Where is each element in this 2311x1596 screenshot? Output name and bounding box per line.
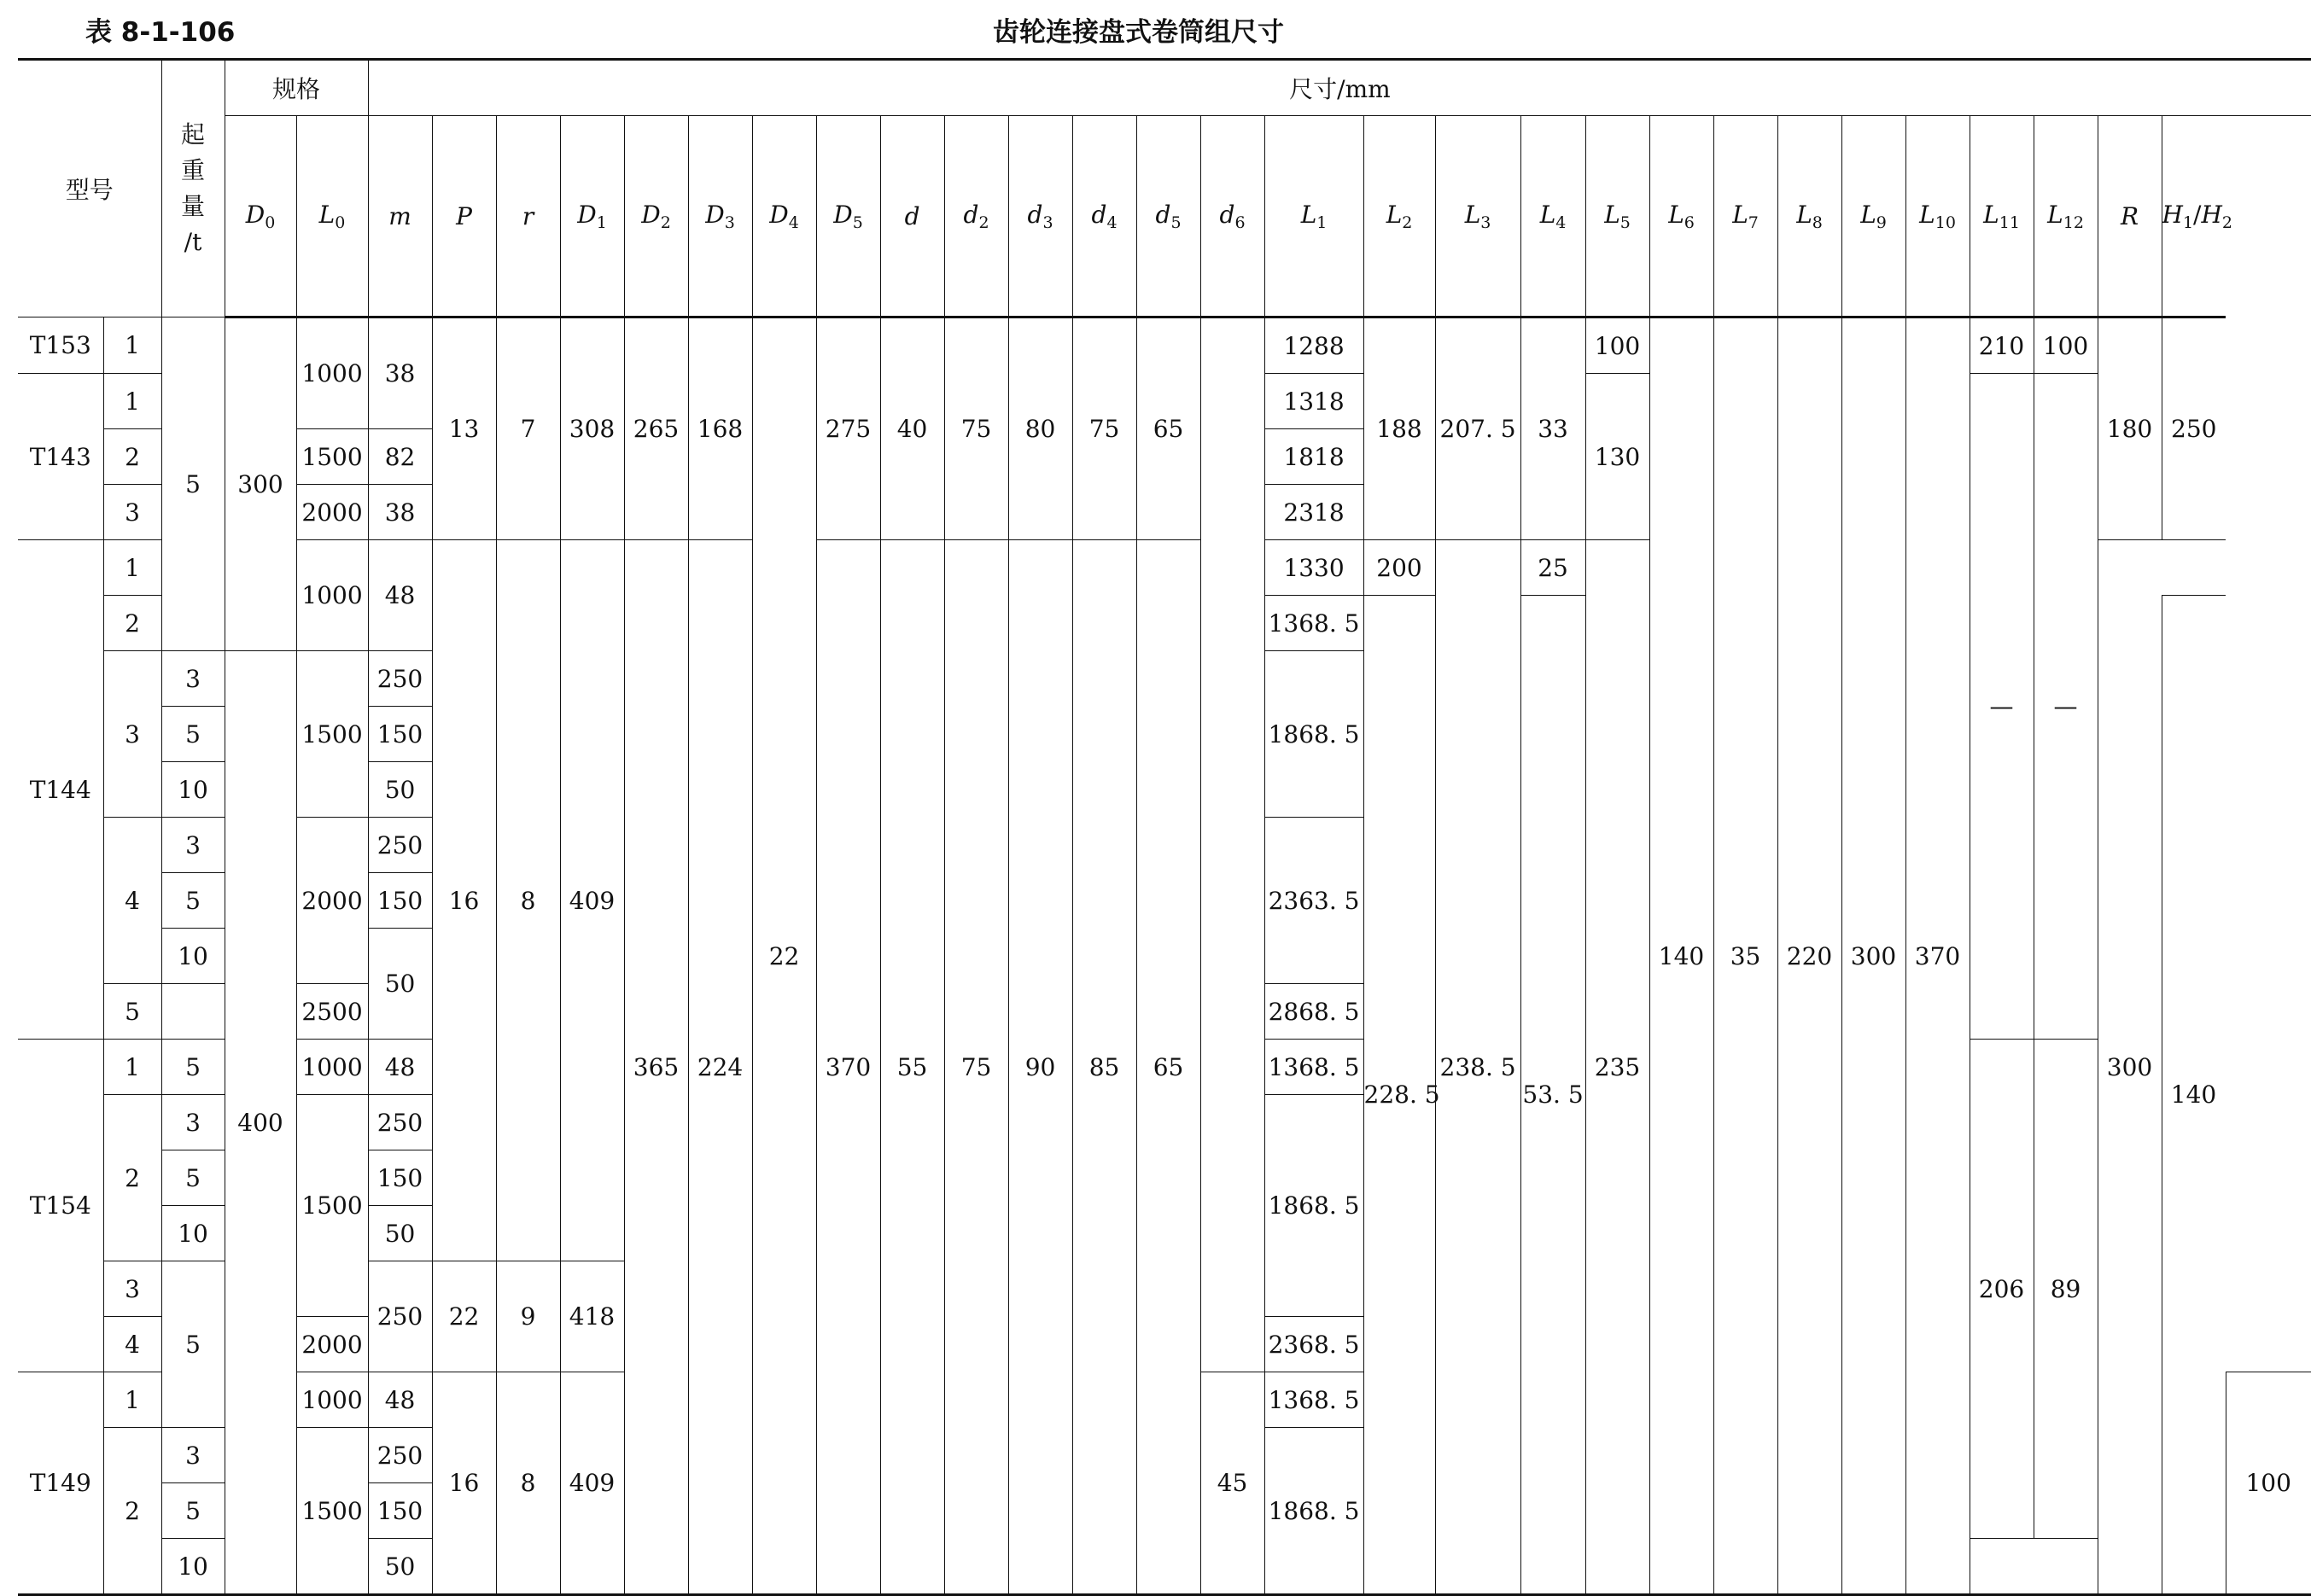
cell-P: 16 <box>432 540 496 1261</box>
col-D5: $D_5$ <box>816 116 880 317</box>
cell-L1: 2363. 5 <box>1264 818 1363 984</box>
cell-m: 48 <box>368 1040 432 1095</box>
cell-L0: 2000 <box>296 1317 368 1372</box>
cell-L8: 220 <box>1777 317 1841 1595</box>
cell-d5: 65 <box>1136 317 1200 540</box>
cell-d3: 80 <box>1008 317 1072 540</box>
cell-m: 50 <box>368 929 432 1040</box>
cell-d2: 75 <box>944 540 1008 1595</box>
cell-L0: 2000 <box>296 818 368 984</box>
cell-d2: 75 <box>944 317 1008 540</box>
col-L1: $L_1$ <box>1264 116 1363 317</box>
cell-m: 38 <box>368 317 432 429</box>
cell-D5: 275 <box>816 317 880 540</box>
cell-m: 82 <box>368 429 432 485</box>
table-title: 齿轮连接盘式卷筒组尺寸 <box>993 17 1284 48</box>
cell-subsub: 3 <box>161 651 225 707</box>
col-d6: $d_6$ <box>1200 116 1264 317</box>
col-dims-group: 尺寸/mm <box>368 60 2311 116</box>
cell-sub: 1 <box>103 317 161 374</box>
cell-L11: 100 <box>2226 1372 2311 1595</box>
cell-L0: 1000 <box>296 1040 368 1095</box>
cell-m: 250 <box>368 1261 432 1372</box>
cell-L2: 188 <box>1363 317 1435 540</box>
cell-sub: 4 <box>103 818 161 984</box>
cell-L2: 200 <box>1363 540 1435 596</box>
cell-m: 50 <box>368 1539 432 1595</box>
col-d: d <box>880 116 944 317</box>
col-model: 型号 <box>18 60 161 317</box>
cell-L0: 1500 <box>296 1428 368 1595</box>
cell-D1: 418 <box>560 1261 624 1372</box>
cell-H: 250 <box>2162 317 2226 540</box>
cell-L4: 25 <box>1520 540 1585 596</box>
cell-D3: 168 <box>688 317 752 540</box>
col-R: R <box>2098 116 2162 317</box>
cell-subsub: 3 <box>161 1095 225 1150</box>
cell-L9: 300 <box>1841 317 1905 1595</box>
cell-sub: 3 <box>103 651 161 818</box>
col-L11: $L_{11}$ <box>1970 116 2034 317</box>
cell-L4: 33 <box>1520 317 1585 540</box>
cell-L0: 2000 <box>296 485 368 540</box>
cell-d: 55 <box>880 540 944 1595</box>
cell-L1: 1368. 5 <box>1264 596 1363 651</box>
cell-L1: 1288 <box>1264 317 1363 374</box>
col-P: P <box>432 116 496 317</box>
col-L6: $L_6$ <box>1649 116 1713 317</box>
cell-d3: 90 <box>1008 540 1072 1595</box>
col-L10: $L_{10}$ <box>1905 116 1970 317</box>
col-L9: $L_9$ <box>1841 116 1905 317</box>
cell-m: 250 <box>368 1095 432 1150</box>
table-row <box>18 317 2311 374</box>
cell-d4: 85 <box>1072 540 1136 1595</box>
load-char-2: 重 <box>181 156 206 184</box>
col-d2: $d_2$ <box>944 116 1008 317</box>
cell-R: 235 <box>1585 540 1649 1595</box>
cell-model: T149 <box>18 1372 103 1595</box>
cell-model: T144 <box>18 540 103 1040</box>
col-L8: $L_8$ <box>1777 116 1841 317</box>
cell-L11: 210 <box>1970 317 2034 374</box>
cell-L12: 89 <box>2034 1040 2098 1539</box>
col-L5: $L_5$ <box>1585 116 1649 317</box>
cell-m: 150 <box>368 1150 432 1206</box>
cell-L0: 1000 <box>296 1372 368 1428</box>
cell-D0: 400 <box>225 651 296 1595</box>
cell-r: 8 <box>496 540 560 1261</box>
table-number: 表 8-1-106 <box>85 17 236 48</box>
cell-d5: 65 <box>1136 540 1200 1595</box>
load-unit: /t <box>184 228 202 256</box>
cell-D2: 265 <box>624 317 688 540</box>
cell-r: 8 <box>496 1372 560 1595</box>
cell-subsub: 3 <box>161 818 225 873</box>
cell-P: 16 <box>432 1372 496 1595</box>
col-spec-group: 规格 <box>225 60 368 116</box>
cell-L1: 2318 <box>1264 485 1363 540</box>
cell-d: 40 <box>880 317 944 540</box>
col-d3: $d_3$ <box>1008 116 1072 317</box>
cell-subsub: 5 <box>161 707 225 762</box>
cell-sub: 2 <box>103 1095 161 1261</box>
cell-model: T154 <box>18 1040 103 1372</box>
cell-subsub: 5 <box>161 1483 225 1539</box>
cell-m: 250 <box>368 1428 432 1483</box>
cell-L1: 2868. 5 <box>1264 984 1363 1040</box>
cell-load: 5 <box>161 317 225 651</box>
cell-subsub: 5 <box>161 1150 225 1206</box>
cell-L5: 130 <box>1585 374 1649 540</box>
cell-model: T143 <box>18 374 103 540</box>
cell-L1: 1868. 5 <box>1264 1095 1363 1317</box>
col-load <box>161 60 225 317</box>
col-D1: $D_1$ <box>560 116 624 317</box>
cell-model: T153 <box>18 317 103 374</box>
col-L3: $L_3$ <box>1435 116 1520 317</box>
col-L7: $L_7$ <box>1713 116 1777 317</box>
cell-L1: 1368. 5 <box>1264 1040 1363 1095</box>
cell-D0: 300 <box>225 317 296 651</box>
dimension-table <box>18 58 2311 1596</box>
cell-L1: 1868. 5 <box>1264 1428 1363 1595</box>
cell-sub: 1 <box>103 1040 161 1095</box>
cell-L1: 1330 <box>1264 540 1363 596</box>
cell-L1: 1318 <box>1264 374 1363 429</box>
cell-m: 38 <box>368 485 432 540</box>
cell-L1: 1818 <box>1264 429 1363 485</box>
cell-subsub: 5 <box>161 873 225 929</box>
cell-sub: 1 <box>103 540 161 596</box>
cell-H: 300 <box>2098 540 2162 1595</box>
col-d5: $d_5$ <box>1136 116 1200 317</box>
cell-sub: 5 <box>103 984 161 1040</box>
cell-subsub: 10 <box>161 1206 225 1261</box>
cell-D2: 365 <box>624 540 688 1595</box>
col-L0: $L_0$ <box>296 116 368 317</box>
cell-subsub: 3 <box>161 1428 225 1483</box>
cell-m: 250 <box>368 818 432 873</box>
col-L2: $L_2$ <box>1363 116 1435 317</box>
cell-L2: 228. 5 <box>1363 596 1435 1595</box>
cell-L1: 1868. 5 <box>1264 651 1363 818</box>
cell-P: 22 <box>432 1261 496 1372</box>
cell-subsub: 10 <box>161 762 225 818</box>
cell-subsub: 5 <box>161 1040 225 1095</box>
cell-m: 48 <box>368 540 432 651</box>
cell-L0: 1000 <box>296 317 368 429</box>
cell-L5: 140 <box>2162 596 2226 1595</box>
cell-m: 150 <box>368 1483 432 1539</box>
cell-sub: 1 <box>103 1372 161 1428</box>
cell-L11: 206 <box>1970 1040 2034 1539</box>
col-d4: $d_4$ <box>1072 116 1136 317</box>
col-D4: $D_4$ <box>752 116 816 317</box>
cell-L11: — <box>1970 374 2034 1040</box>
cell-L0: 1500 <box>296 651 368 818</box>
cell-P: 13 <box>432 317 496 540</box>
cell-D3: 224 <box>688 540 752 1595</box>
cell-D5: 370 <box>816 540 880 1595</box>
col-H1-H2: $H_1/H_2$ <box>2162 116 2226 317</box>
col-L12: $L_{12}$ <box>2034 116 2098 317</box>
cell-L0: 1500 <box>296 1095 368 1317</box>
cell-m: 150 <box>368 707 432 762</box>
cell-L0: 1000 <box>296 540 368 651</box>
cell-sub: 1 <box>103 374 161 429</box>
cell-sub: 2 <box>103 429 161 485</box>
col-r: r <box>496 116 560 317</box>
cell-d6: 45 <box>1200 1372 1264 1595</box>
cell-L6: 140 <box>1649 317 1713 1595</box>
col-D3: $D_3$ <box>688 116 752 317</box>
cell-L10: 370 <box>1905 317 1970 1595</box>
cell-r: 9 <box>496 1261 560 1372</box>
cell-L3: 238. 5 <box>1435 540 1520 1595</box>
cell-subsub: 10 <box>161 1539 225 1595</box>
cell-d6 <box>1200 317 1264 1372</box>
col-D0: $D_0$ <box>225 116 296 317</box>
load-char-3: 量 <box>181 192 206 220</box>
cell-R: 180 <box>2098 317 2162 540</box>
load-char-1: 起 <box>181 120 206 149</box>
col-L4: $L_4$ <box>1520 116 1585 317</box>
col-m: m <box>368 116 432 317</box>
cell-r: 7 <box>496 317 560 540</box>
cell-sub: 2 <box>103 1428 161 1595</box>
cell-m: 50 <box>368 1206 432 1261</box>
cell-m: 48 <box>368 1372 432 1428</box>
cell-D1: 308 <box>560 317 624 540</box>
cell-L3: 207. 5 <box>1435 317 1520 540</box>
cell-sub: 2 <box>103 596 161 651</box>
cell-sub: 4 <box>103 1317 161 1372</box>
cell-d4: 75 <box>1072 317 1136 540</box>
cell-subsub <box>161 984 225 1040</box>
cell-L1: 1368. 5 <box>1264 1372 1363 1428</box>
cell-L0: 1500 <box>296 429 368 485</box>
col-D2: $D_2$ <box>624 116 688 317</box>
cell-L5: 100 <box>1585 317 1649 374</box>
cell-D4: 22 <box>752 317 816 1595</box>
cell-sub: 3 <box>103 1261 161 1317</box>
cell-subsub: 10 <box>161 929 225 984</box>
cell-L0: 2500 <box>296 984 368 1040</box>
cell-subsub: 5 <box>161 1261 225 1428</box>
cell-sub: 3 <box>103 485 161 540</box>
cell-L7: 35 <box>1713 317 1777 1595</box>
cell-L4: 53. 5 <box>1520 596 1585 1595</box>
cell-L12: 100 <box>2034 317 2098 374</box>
cell-D1: 409 <box>560 540 624 1261</box>
cell-L1: 2368. 5 <box>1264 1317 1363 1372</box>
cell-m: 50 <box>368 762 432 818</box>
cell-m: 150 <box>368 873 432 929</box>
cell-D1: 409 <box>560 1372 624 1595</box>
cell-m: 250 <box>368 651 432 707</box>
cell-L12: — <box>2034 374 2098 1040</box>
